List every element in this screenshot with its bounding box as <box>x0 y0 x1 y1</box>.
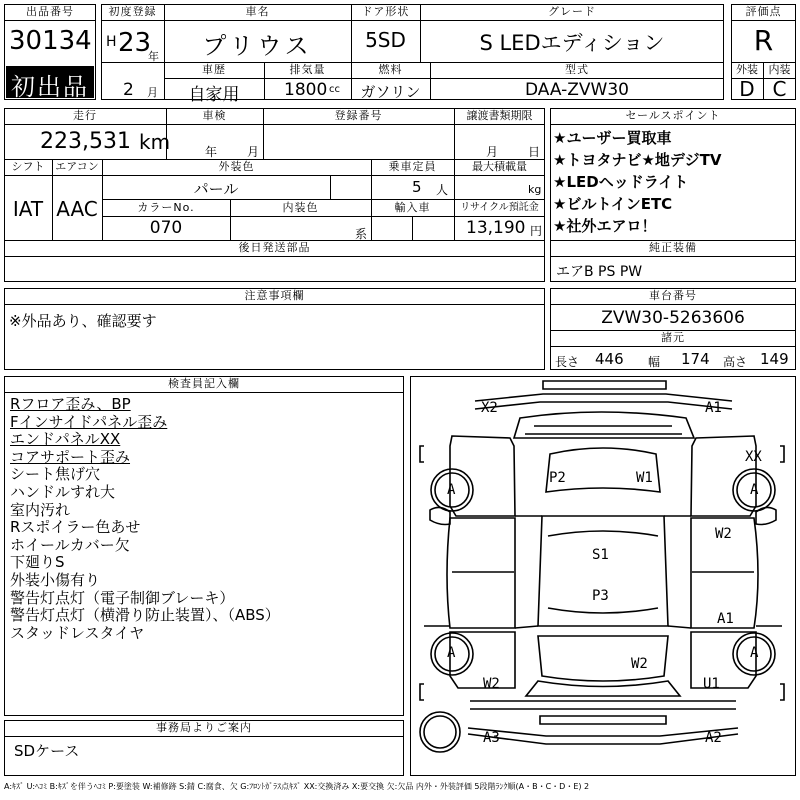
damage-label-w2-center: W2 <box>631 656 648 672</box>
note-line: スタッドレスタイヤ <box>10 623 145 642</box>
sales-point: ★LEDヘッドライト <box>553 173 689 191</box>
interior-label: 内装 <box>768 63 791 76</box>
damage-label-xx: XX <box>745 449 762 465</box>
grade: S LEDエディション <box>479 31 665 55</box>
damage-label-w2-left: W2 <box>483 676 500 692</box>
office-text: SDケース <box>14 742 80 760</box>
registration-month: 2 <box>123 80 134 100</box>
damage-label-a1-side: A1 <box>717 611 734 627</box>
damage-label-s1: S1 <box>592 547 609 563</box>
color-no-label: カラーNo. <box>137 201 195 214</box>
damage-label-u1: U1 <box>703 676 720 692</box>
load-label: 最大積載量 <box>472 160 527 173</box>
caution-text: ※外品あり、確認要す <box>9 312 157 330</box>
transfer-day-unit: 日 <box>528 145 541 159</box>
mileage-label: 走行 <box>73 109 97 122</box>
load-unit: kg <box>528 183 542 196</box>
era: H <box>106 34 117 50</box>
inspection-label: 車検 <box>202 109 227 122</box>
length-label: 長さ <box>555 355 580 369</box>
later-parts-label: 後日発送部品 <box>238 241 311 254</box>
capacity-unit: 人 <box>436 183 449 197</box>
plate-label: 登録番号 <box>334 109 383 122</box>
ac: AAC <box>56 197 98 221</box>
year-unit: 年 <box>148 50 159 63</box>
displacement: 1800 <box>284 80 328 100</box>
dims-title: 諸元 <box>661 331 685 344</box>
fuel-label: 燃料 <box>378 63 403 76</box>
import-label: 輸入車 <box>394 201 431 214</box>
capacity: 5 <box>412 178 422 196</box>
damage-label-a1-front: A1 <box>705 400 722 416</box>
tire-label-fl: A <box>447 482 456 498</box>
sales-point: ★社外エアロ！ <box>553 217 657 235</box>
history-label: 車歴 <box>202 63 226 76</box>
damage-label-p2: P2 <box>549 470 566 486</box>
damage-label-a3: A3 <box>483 730 500 746</box>
height-label: 高さ <box>723 355 748 369</box>
shift-label: シフト <box>11 160 45 173</box>
damage-label-p3: P3 <box>592 588 609 604</box>
registration-year: 23 <box>118 28 152 58</box>
displacement-unit: cc <box>329 84 340 95</box>
body-outline <box>450 436 515 516</box>
chassis-number: ZVW30-5263606 <box>601 308 745 328</box>
damage-label-w2-right: W2 <box>715 526 732 542</box>
equipment-items: エアB PS PW <box>556 264 643 280</box>
history: 自家用 <box>188 85 240 105</box>
sales-points <box>553 127 721 237</box>
caution-title: 注意事項欄 <box>244 289 305 302</box>
lot-label: 出品番号 <box>26 5 74 18</box>
note-line: エンドパネルXX <box>10 430 121 449</box>
interior-color-label: 内装色 <box>282 201 319 214</box>
spare-tire <box>420 712 460 752</box>
damage-label-w1: W1 <box>636 470 653 486</box>
width: 174 <box>681 350 710 368</box>
damage-legend: A:ｷｽﾞ U:ﾍｺﾐ B:ｷｽﾞを伴うﾍｺﾐ P:要塗装 W:補修跡 S:錆 C:腐食、欠 G:ﾌﾛﾝﾄｶﾞﾗｽ点ｷｽﾞ XX:交換済み X:要交換 欠:欠品 内外・外装評価 5段階ﾗﾝｸ順(A・B・C・D・E) 2 <box>4 782 590 791</box>
sales-title: セールスポイント <box>625 109 721 122</box>
note-line: Rスポイラー色あせ <box>10 518 141 537</box>
tire-label-rr: A <box>750 645 759 661</box>
registration-label: 初度登録 <box>108 5 157 18</box>
note-line: 警告灯点灯（電子制御ブレーキ） <box>10 588 235 607</box>
car-name-label: 車名 <box>245 5 270 18</box>
inspection-month-unit: 月 <box>247 145 260 159</box>
color-label: 外装色 <box>218 160 255 173</box>
sales-point: ★ユーザー買取車 <box>553 129 672 147</box>
note-line: Fインサイドパネル歪み <box>10 412 168 431</box>
shift: IAT <box>12 197 44 221</box>
score-label: 評価点 <box>745 5 782 18</box>
rear-bumper <box>540 716 666 724</box>
transfer-label: 譲渡書類期限 <box>466 109 533 122</box>
note-line: シート焦げ穴 <box>10 465 101 484</box>
note-line: 警告灯点灯（横滑り防止装置）、（ABS） <box>10 606 280 625</box>
note-line: 外装小傷有り <box>10 570 101 589</box>
interior-color-unit: 系 <box>355 227 368 241</box>
inspector-notes <box>10 396 280 642</box>
equipment-title: 純正装備 <box>649 241 697 254</box>
displacement-label: 排気量 <box>289 63 326 76</box>
mileage-unit: km <box>139 130 171 154</box>
note-line: ハンドルすれ大 <box>10 482 116 501</box>
interior-grade: C <box>772 77 787 101</box>
note-line: ホイールカバー欠 <box>10 535 130 554</box>
exterior-grade: D <box>739 77 755 101</box>
door-type: 5SD <box>365 28 406 52</box>
inspection-year-unit: 年 <box>205 145 218 159</box>
model-label: 型式 <box>565 63 589 76</box>
grade-label: グレード <box>548 5 596 18</box>
sales-point: ★トヨタナビ★地デジTV <box>553 151 722 169</box>
mileage: 223,531 <box>40 129 131 154</box>
car-diagram-drawing <box>410 376 796 776</box>
first-listing-label: 初出品 <box>11 73 89 101</box>
recycle-label: リサイクル預託金 <box>460 202 539 213</box>
exterior-label: 外装 <box>736 63 758 76</box>
capacity-label: 乗車定員 <box>388 160 437 173</box>
width-label: 幅 <box>648 355 661 369</box>
door-label: ドア形状 <box>361 5 410 18</box>
fuel: ガソリン <box>360 83 421 101</box>
left-doors <box>447 518 515 628</box>
score: R <box>753 24 774 57</box>
lot-number: 30134 <box>9 26 92 56</box>
office-title: 事務局よりご案内 <box>156 721 252 734</box>
transfer-month-unit: 月 <box>486 145 499 159</box>
damage-label-a2: A2 <box>705 730 722 746</box>
color-no: 070 <box>149 218 183 238</box>
model: DAA-ZVW30 <box>524 80 629 100</box>
damage-label-x2: X2 <box>481 400 498 416</box>
ac-label: エアコン <box>55 160 99 173</box>
chassis-title: 車台番号 <box>649 289 697 302</box>
month-unit: 月 <box>147 86 158 99</box>
recycle-unit: 円 <box>530 224 543 238</box>
length: 446 <box>595 350 624 368</box>
inspector-title: 検査員記入欄 <box>168 377 240 390</box>
car-name: プリウス <box>202 32 313 60</box>
note-line: 下廻りS <box>10 553 65 572</box>
tire-label-rl: A <box>447 645 456 661</box>
rear-window <box>538 636 668 681</box>
recycle-amount: 13,190 <box>466 218 526 238</box>
sales-point: ★ビルトインETC <box>553 195 673 213</box>
note-line: 室内汚れ <box>10 500 71 519</box>
note-line: コアサポート歪み <box>10 447 131 466</box>
height: 149 <box>760 350 789 368</box>
color: パール <box>193 180 239 198</box>
trunk <box>526 681 680 696</box>
tire-label-fr: A <box>750 482 759 498</box>
note-line: Rフロア歪み、BP <box>10 395 131 413</box>
front-bumper <box>543 381 666 389</box>
